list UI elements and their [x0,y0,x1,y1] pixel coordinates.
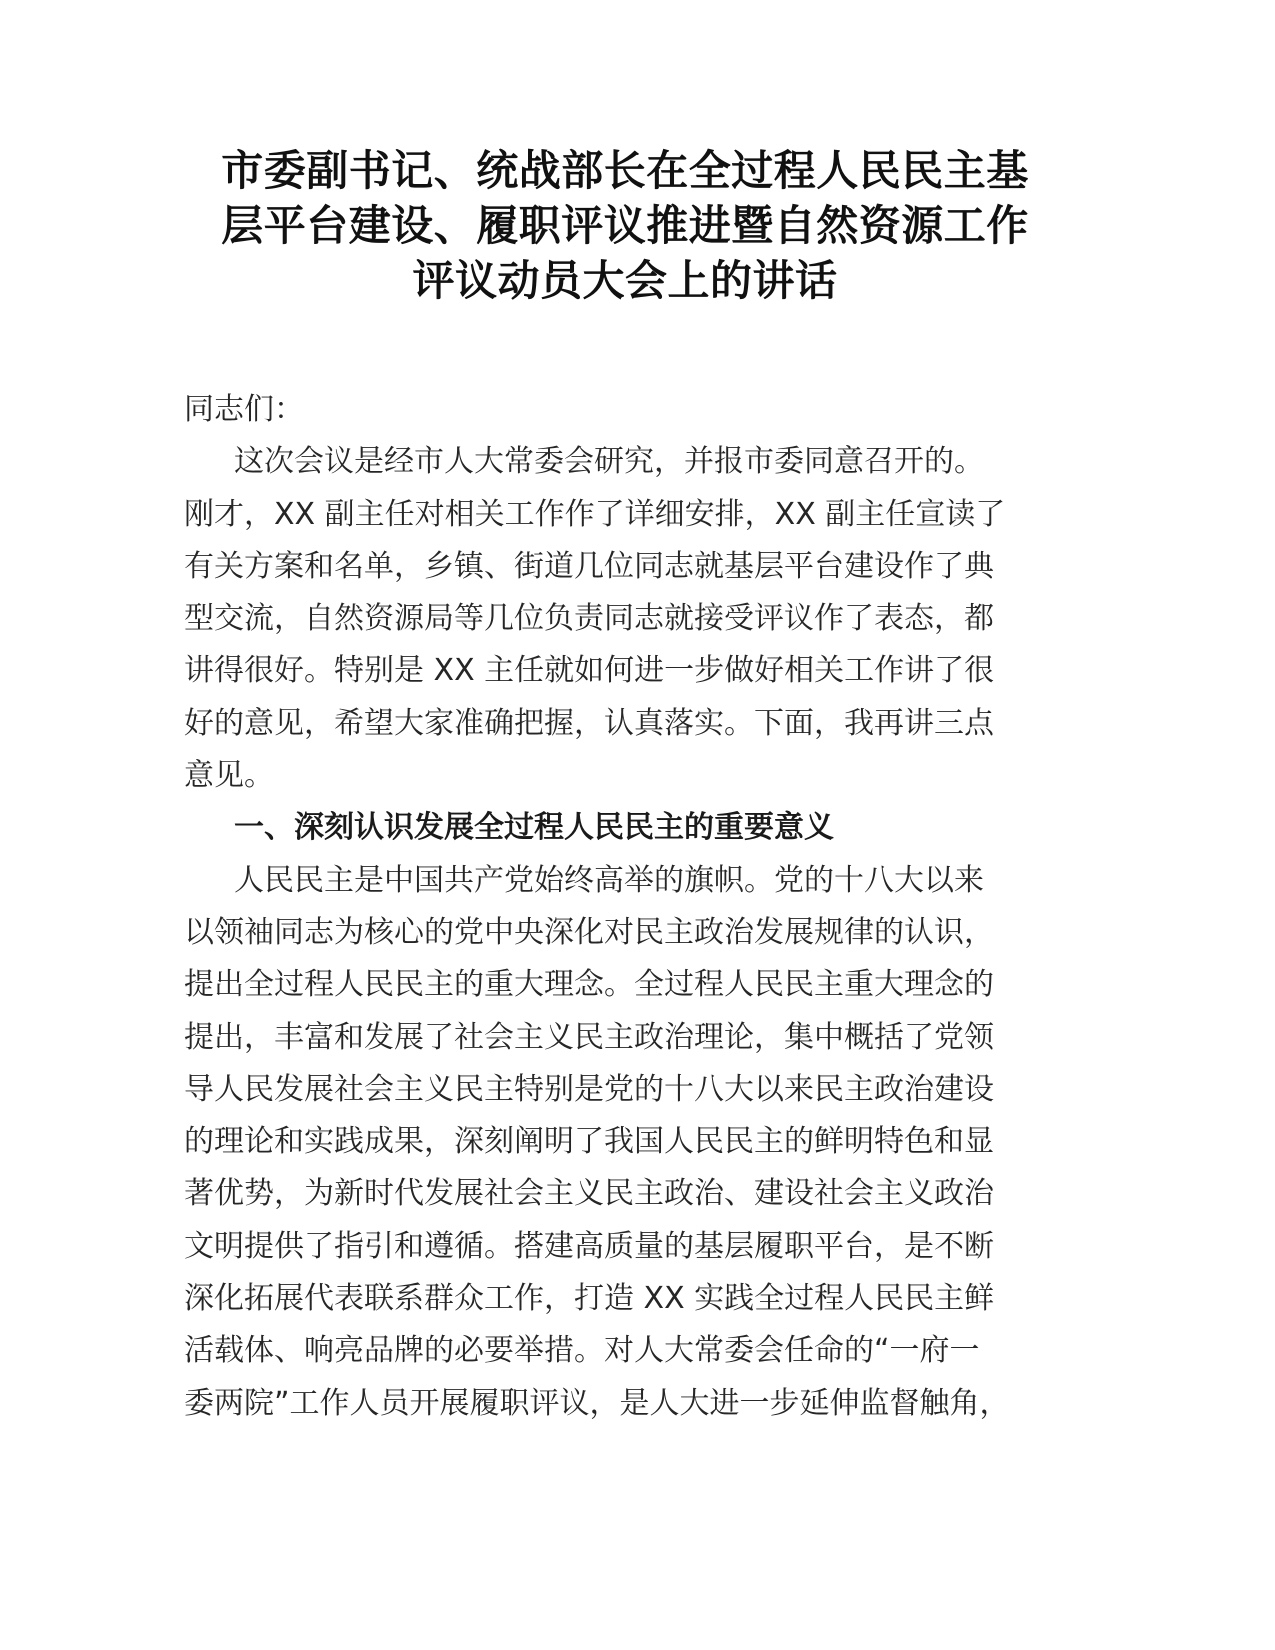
document-title [180,143,1070,308]
paragraph-line: 导人民发展社会主义民主特别是党的十八大以来民主政治建设 [184,1071,994,1107]
paragraph-line: 提出，丰富和发展了社会主义民主政治理论，集中概括了党领 [184,1019,994,1055]
paragraph-line: 讲得很好。特别是 XX 主任就如何进一步做好相关工作讲了很 [184,653,995,689]
paragraph-line: 这次会议是经市人大常委会研究，并报市委同意召开的。 [234,444,984,480]
paragraph-line: 活载体、响亮品牌的必要举措。对人大常委会任命的“一府一 [184,1333,980,1369]
paragraph-line: 提出全过程人民民主的重大理念。全过程人民民主重大理念的 [184,967,994,1003]
paragraph-line: 刚才，XX 副主任对相关工作作了详细安排，XX 副主任宣读了 [184,496,1006,532]
document-body [184,384,1084,1430]
section-heading: 一、深刻认识发展全过程人民民主的重要意义 [234,810,834,846]
title-line: 评议动员大会上的讲话 [412,256,838,305]
paragraph-line: 深化拓展代表联系群众工作，打造 XX 实践全过程人民民主鲜 [184,1281,995,1317]
paragraph-line: 有关方案和名单，乡镇、街道几位同志就基层平台建设作了典 [184,548,994,584]
paragraph-line: 好的意见，希望大家准确把握，认真落实。下面，我再讲三点 [184,705,994,741]
paragraph-line: 意见。 [184,758,274,794]
title-line: 市委副书记、统战部长在全过程人民民主基 [221,146,1029,195]
paragraph-line: 著优势，为新时代发展社会主义民主政治、建设社会主义政治 [184,1176,994,1212]
paragraph-line: 人民民主是中国共产党始终高举的旗帜。党的十八大以来 [234,862,984,898]
paragraph-line: 的理论和实践成果，深刻阐明了我国人民民主的鲜明特色和显 [184,1124,994,1160]
paragraph-line: 委两院”工作人员开展履职评议，是人大进一步延伸监督触角， [184,1385,1010,1421]
salutation: 同志们： [184,392,304,427]
paragraph-line: 文明提供了指引和遵循。搭建高质量的基层履职平台，是不断 [184,1228,994,1264]
title-line: 层平台建设、履职评议推进暨自然资源工作 [221,201,1029,250]
paragraph-line: 型交流，自然资源局等几位负责同志就接受评议作了表态，都 [184,601,994,637]
paragraph-line: 以领袖同志为核心的党中央深化对民主政治发展规律的认识， [184,914,994,950]
